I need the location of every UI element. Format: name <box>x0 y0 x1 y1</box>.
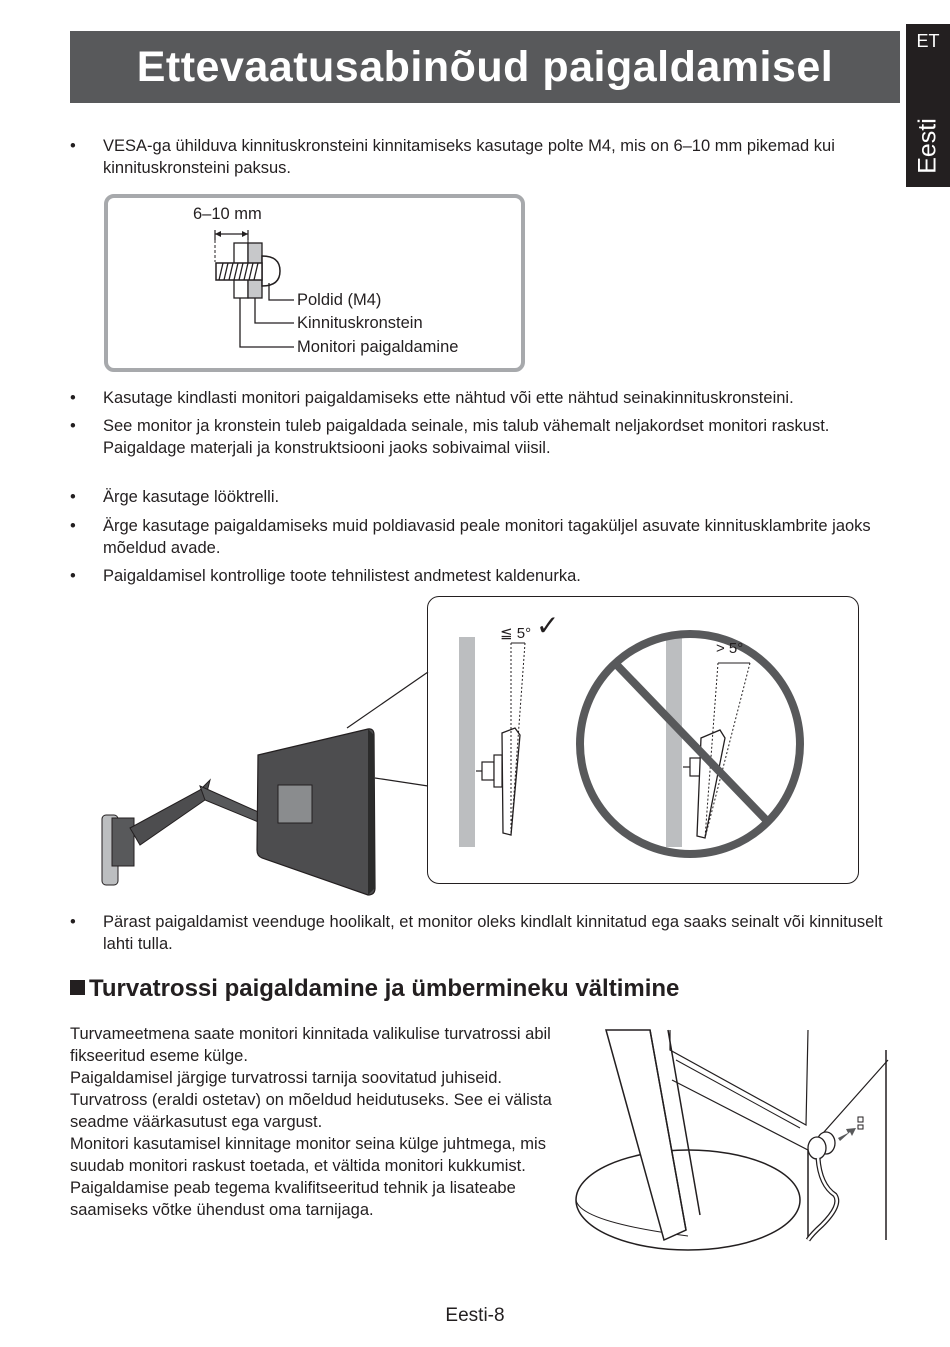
bullet-line: See monitor ja kronstein tuleb paigaldada seinale, mis talub vähemalt neljakordset monitori raskust. <box>103 417 830 435</box>
section-paragraph: Paigaldamisel järgige turvatrossi tarnija soovitatud juhiseid. Turvatross (eraldi ostetav) on mõeldud heidutuseks. See ei välista seadme väärkasutust ega vargust. <box>70 1069 552 1131</box>
bolt-label: Poldid (M4) <box>297 291 382 309</box>
bullet-line: Paigaldage materjali ja konstruktsiooni jaoks sobivaimal viisil. <box>103 438 551 457</box>
dimension-label: 6–10 mm <box>193 205 262 223</box>
bracket-label: Kinnituskronstein <box>297 314 423 332</box>
bullet-dot: • <box>70 517 76 535</box>
bullet-dot: • <box>70 389 76 407</box>
language-code: ET <box>916 31 940 51</box>
page-number: Eesti-8 <box>445 1305 505 1326</box>
checkmark-icon: ✓ <box>536 610 560 641</box>
bullet-dot: • <box>70 488 76 506</box>
language-name: Eesti <box>913 118 942 174</box>
bullet-text: Ärge kasutage paigaldamiseks muid poldiavasid peale monitori tagaküljel asuvate kinnitusklambrite jaoks mõeldud avade. <box>103 517 871 557</box>
section-heading-text: Turvatrossi paigaldamine ja ümbermineku vältimine <box>89 975 680 1002</box>
bullet-dot: • <box>70 913 76 931</box>
bullet-text: Pärast paigaldamist veenduge hoolikalt, et monitor oleks kindlalt kinnitatud ega saaks seinalt või kinnituselt lahti tulla. <box>103 913 883 953</box>
bullet-text: Ärge kasutage lööktrelli. <box>103 488 280 506</box>
page-title: Ettevaatusabinõud paigaldamisel <box>136 42 834 91</box>
bullet-text: VESA-ga ühilduva kinnituskronsteini kinnitamiseks kasutage polte M4, mis on 6–10 mm pikemad kui kinnituskronsteini paksus. <box>103 137 835 177</box>
bullet-text: Paigaldamisel kontrollige toote tehnilistest andmetest kaldenurka. <box>103 567 581 585</box>
bullet-dot: • <box>70 567 76 585</box>
section-paragraph: Monitori kasutamisel kinnitage monitor seina külge juhtmega, mis suudab monitori raskust toetada, et vältida monitori kukkumist. Paigaldamise peab tegema kvalifitseeritud tehnik ja lisateabe saamiseks võtke ühendust oma tarnijaga. <box>70 1135 546 1219</box>
ok-angle-label: ≦ 5° <box>500 625 532 642</box>
section-paragraph: Turvameetmena saate monitori kinnitada valikulise turvatrossi abil fikseeritud eseme külge. <box>70 1025 551 1065</box>
monitor-mount-label: Monitori paigaldamine <box>297 338 459 356</box>
bullet-dot: • <box>70 417 76 435</box>
bullet-dot: • <box>70 137 76 155</box>
bad-angle-label: > 5° <box>716 640 744 657</box>
bullet-text: Kasutage kindlasti monitori paigaldamiseks ette nähtud või ette nähtud seinakinnituskronsteini. <box>103 389 794 407</box>
